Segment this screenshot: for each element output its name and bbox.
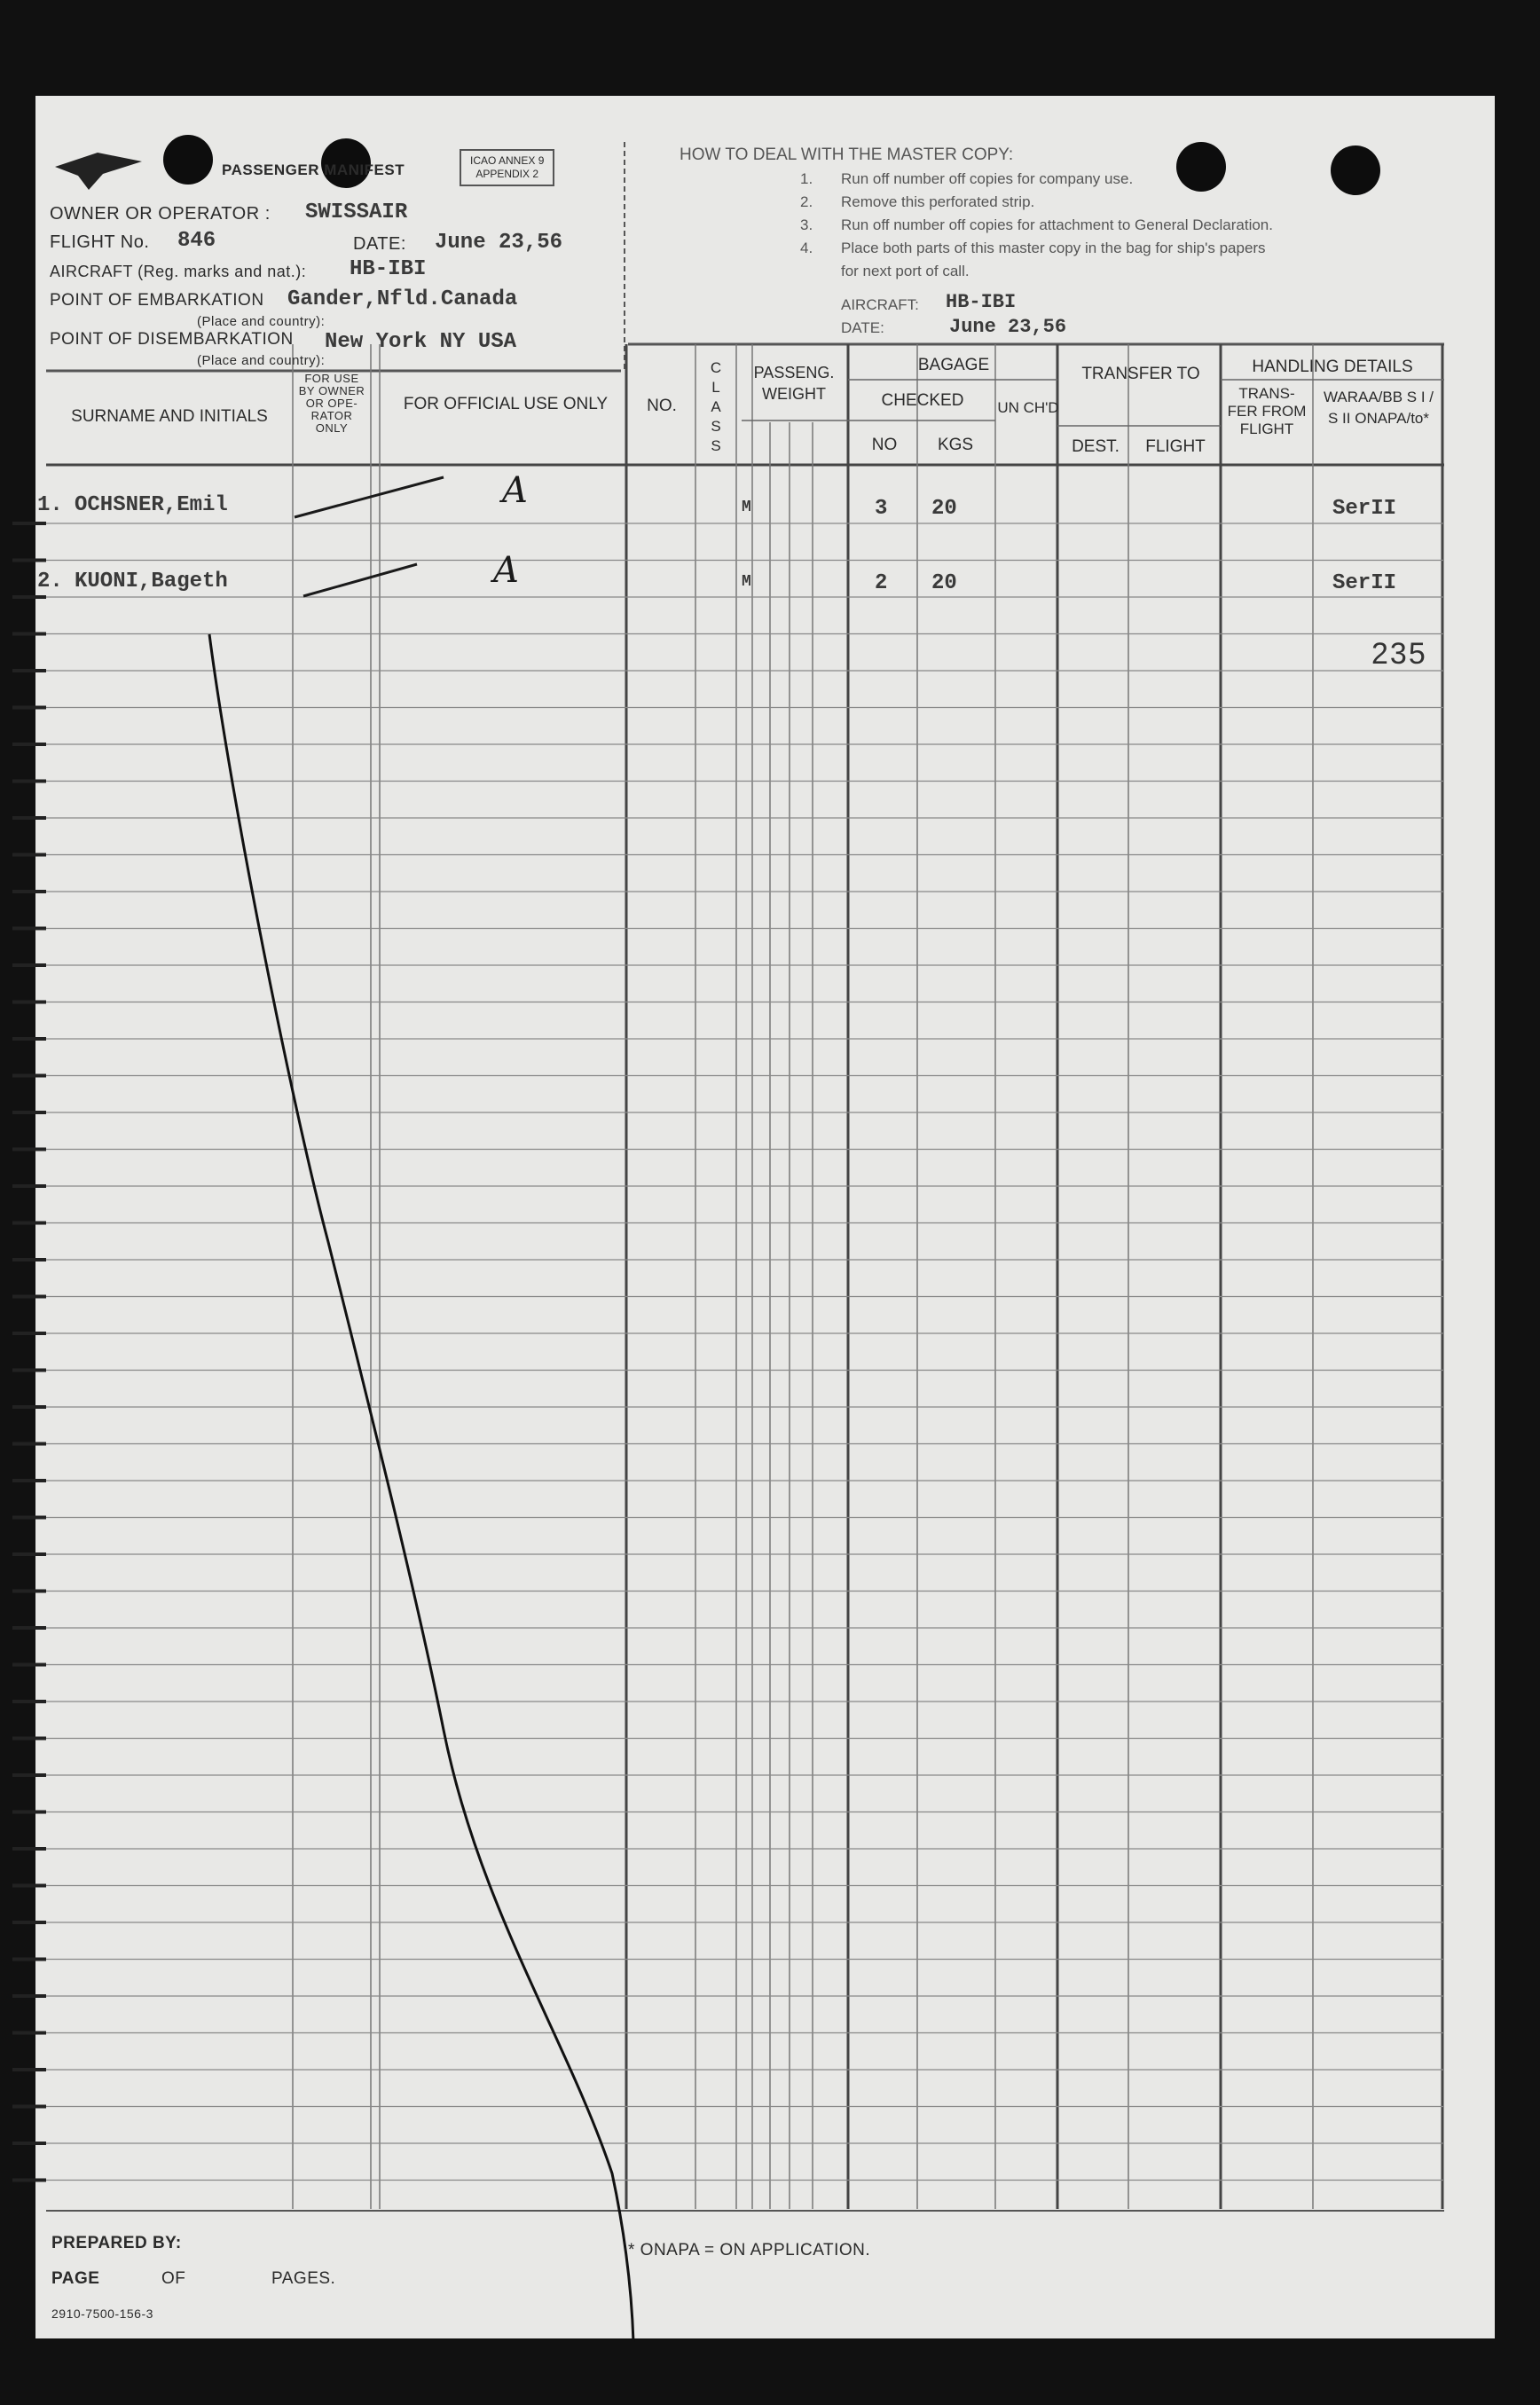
col-baggage-header: BAGAGE [917, 356, 990, 374]
instruction-item: for next port of call. [841, 263, 970, 279]
col-handling-header: HANDLING DETAILS [1252, 358, 1413, 376]
instructions-title: HOW TO DEAL WITH THE MASTER COPY: [680, 145, 1014, 164]
passenger-name: KUONI,Bageth [75, 570, 228, 593]
handling-code: SerII [1332, 571, 1397, 595]
date-value: June 23,56 [435, 231, 563, 255]
instruction-item: Run off number off copies for company use. [841, 170, 1134, 187]
col-checked-kgs-header: KGS [937, 436, 974, 454]
col-owner-use-header: FOR USE BY OWNER OR OPE- RATOR ONLY [298, 372, 365, 435]
disembarkation-label: POINT OF DISEMBARKATION [50, 330, 294, 349]
col-checked-header: CHECKED [881, 391, 964, 410]
instructions-list: 1. Run off number off copies for company use. 2. Remove this perforated strip. 3. Run off number off copies for attachment to General Declaration. 4. Place both parts of this master copy in the bag for ship's papers for next port of call. [800, 170, 1273, 279]
official-mark: A [502, 470, 528, 511]
passenger-row-no: 2. [37, 570, 63, 593]
col-unchecked-header: UN CH'D [997, 399, 1059, 416]
owner-value: SWISSAIR [305, 200, 408, 224]
instruction-item: Place both parts of this master copy in the bag for ship's papers [841, 240, 1266, 256]
flight-label: FLIGHT No. [50, 232, 150, 252]
passenger-name: OCHSNER,Emil [75, 493, 228, 517]
col-weight-header: PASSENG. WEIGHT [753, 364, 835, 403]
instructions-date-value: June 23,56 [949, 316, 1067, 338]
flight-value: 846 [177, 229, 216, 253]
instructions-aircraft-label: AIRCRAFT: [841, 296, 919, 313]
prepared-by-label: PREPARED BY: [51, 2234, 182, 2252]
icao-reference: ICAO ANNEX 9 APPENDIX 2 [460, 149, 554, 186]
instruction-item: Remove this perforated strip. [841, 193, 1035, 210]
baggage-kgs: 20 [931, 571, 957, 595]
baggage-no: 2 [875, 571, 888, 595]
aircraft-label: AIRCRAFT (Reg. marks and nat.): [50, 263, 307, 280]
aircraft-value: HB-IBI [350, 257, 427, 281]
col-transfer-from-header: TRANS- FER FROM FLIGHT [1227, 385, 1307, 437]
embarkation-value: Gander,Nfld.Canada [287, 287, 518, 311]
col-class-header: C L A S S [710, 359, 722, 454]
form-title: PASSENGER MANIFEST [222, 161, 405, 178]
official-mark: A [493, 550, 519, 591]
col-flight-header: FLIGHT [1145, 437, 1206, 456]
embarkation-sublabel: (Place and country): [197, 314, 326, 329]
instructions-aircraft-value: HB-IBI [946, 291, 1017, 313]
col-official-use-header: FOR OFFICIAL USE ONLY [403, 395, 609, 413]
disembarkation-value: New York NY USA [325, 330, 517, 354]
page-label: PAGE [51, 2269, 100, 2288]
form-code: 2910-7500-156-3 [51, 2307, 153, 2321]
of-label: OF [161, 2269, 186, 2288]
baggage-kgs: 20 [931, 497, 957, 521]
embarkation-label: POINT OF EMBARKATION [50, 291, 264, 310]
passenger-class: M [742, 573, 751, 591]
instruction-item: Run off number off copies for attachment to General Declaration. [841, 216, 1273, 233]
date-label: DATE: [353, 234, 406, 254]
owner-label: OWNER OR OPERATOR : [50, 204, 271, 224]
disembarkation-sublabel: (Place and country): [197, 353, 326, 368]
footnote: * ONAPA = ON APPLICATION. [628, 2241, 871, 2260]
col-transfer-header: TRANSFER TO [1081, 365, 1200, 383]
page-number: 235 [1371, 637, 1427, 671]
passenger-class: M [742, 499, 751, 516]
col-no-header: NO. [647, 397, 677, 415]
pages-label: PAGES. [271, 2269, 336, 2288]
passenger-row-no: 1. [37, 493, 63, 517]
col-dest-header: DEST. [1072, 437, 1120, 456]
col-surname-header: SURNAME AND INITIALS [71, 407, 268, 426]
col-checked-no-header: NO [871, 436, 898, 454]
handling-code: SerII [1332, 497, 1397, 521]
instructions-date-label: DATE: [841, 319, 884, 336]
baggage-no: 3 [875, 497, 888, 521]
col-waraa-header: WARAA/BB S I / S II ONAPA/to* [1323, 389, 1434, 427]
